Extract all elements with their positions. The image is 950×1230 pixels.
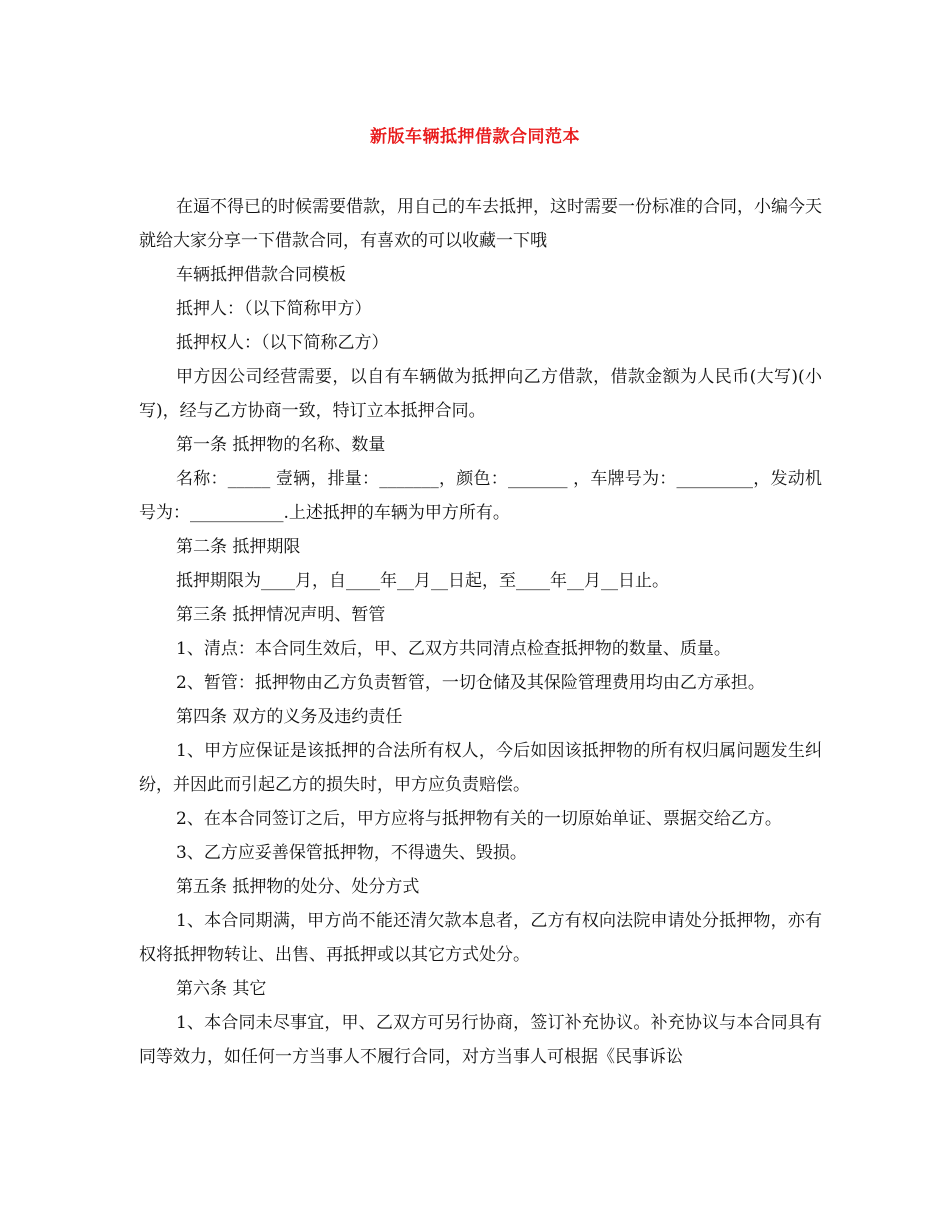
article-4-item-2: 2、在本合同签订之后，甲方应将与抵押物有关的一切原始单证、票据交给乙方。 — [176, 809, 782, 829]
article-1-content: 名称：_____ 壹辆，排量：_______，颜色：_______ ，车牌号为：_________，发动机号为：___________.上述抵押的车辆为甲方所有。 — [139, 469, 822, 523]
purpose-paragraph: 甲方因公司经营需要，以自有车辆做为抵押向乙方借款，借款金额为人民币(大写)(小写)，经与乙方协商一致，特订立本抵押合同。 — [139, 367, 822, 421]
article-5-item-1: 1、本合同期满，甲方尚不能还清欠款本息者，乙方有权向法院申请处分抵押物，亦有权将抵押物转让、出售、再抵押或以其它方式处分。 — [139, 911, 822, 965]
article-4-heading: 第四条 双方的义务及违约责任 — [176, 707, 403, 727]
article-1-heading: 第一条 抵押物的名称、数量 — [176, 435, 386, 455]
mortgagee-line: 抵押权人：（以下简称乙方） — [176, 333, 389, 353]
template-heading: 车辆抵押借款合同模板 — [176, 265, 346, 285]
article-4-item-1: 1、甲方应保证是该抵押的合法所有权人，今后如因该抵押物的所有权归属问题发生纠纷，并因此而引起乙方的损失时，甲方应负责赔偿。 — [139, 741, 822, 795]
article-2-heading: 第二条 抵押期限 — [176, 537, 301, 557]
mortgagor-line: 抵押人：（以下简称甲方） — [176, 299, 372, 319]
article-6-item-1: 1、本合同未尽事宜，甲、乙双方可另行协商，签订补充协议。补充协议与本合同具有同等效力，如任何一方当事人不履行合同，对方当事人可根据《民事诉讼 — [139, 1013, 822, 1067]
article-2-content: 抵押期限为____月，自____年__月__日起，至____年__月__日止。 — [176, 571, 669, 591]
article-4-item-3: 3、乙方应妥善保管抵押物，不得遗失、毁损。 — [176, 843, 527, 863]
article-3-item-2: 2、暂管：抵押物由乙方负责暂管，一切仓储及其保险管理费用均由乙方承担。 — [176, 673, 765, 693]
document-title: 新版车辆抵押借款合同范本 — [370, 127, 580, 147]
article-3-heading: 第三条 抵押情况声明、暂管 — [176, 605, 386, 625]
article-5-heading: 第五条 抵押物的处分、处分方式 — [176, 877, 420, 897]
document-body — [139, 190, 822, 1074]
intro-paragraph: 在逼不得已的时候需要借款，用自己的车去抵押，这时需要一份标准的合同，小编今天就给大家分享一下借款合同，有喜欢的可以收藏一下哦 — [139, 197, 822, 251]
article-3-item-1: 1、清点：本合同生效后，甲、乙双方共同清点检查抵押物的数量、质量。 — [176, 639, 731, 659]
article-6-heading: 第六条 其它 — [176, 979, 267, 999]
